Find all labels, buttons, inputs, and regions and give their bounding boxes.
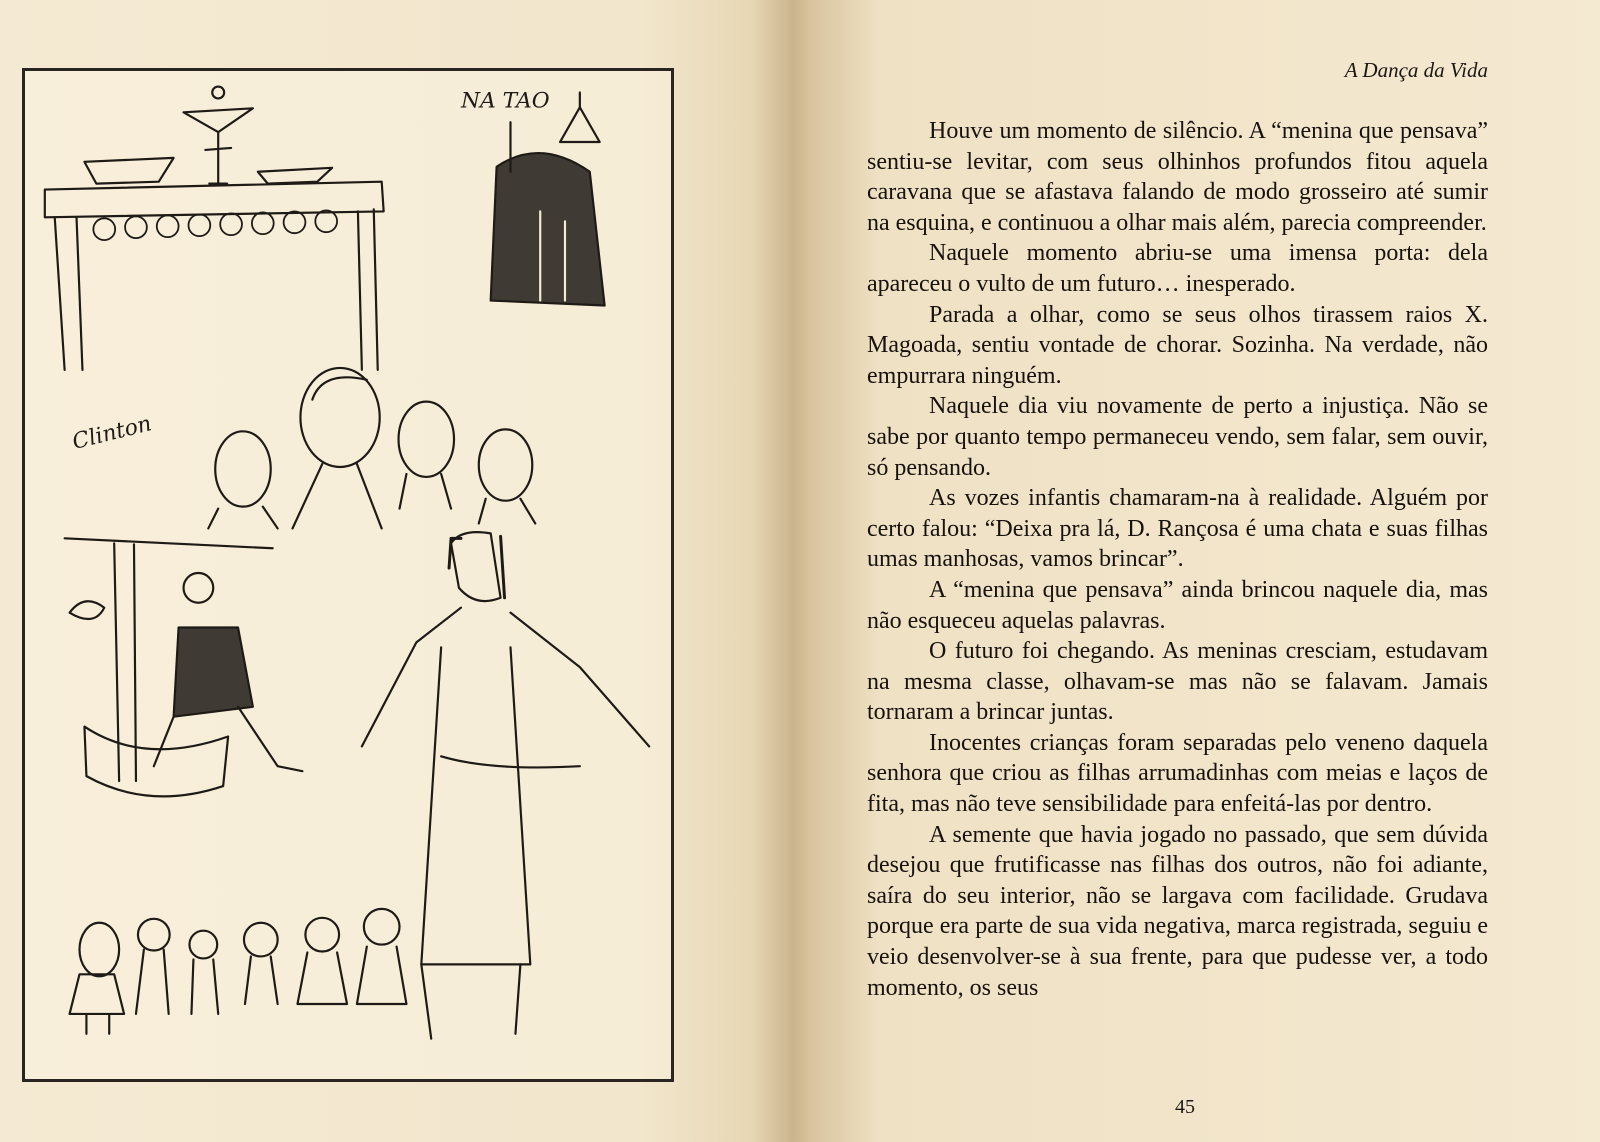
drawing-label-top: NA TAO — [460, 88, 550, 114]
drawing-church — [491, 92, 605, 305]
drawing-swing — [65, 538, 303, 796]
paragraph: O futuro foi chegando. As meninas cresciam, estudavam na mesma classe, olhavam-se mas não se falavam. Jamais tornaram a brincar juntas. — [867, 638, 1488, 726]
paragraph: A “menina que pensava” ainda brincou naquele dia, mas não esqueceu aquelas palavras. — [867, 576, 1488, 634]
paragraph: Inocentes crianças foram separadas pelo veneno daquela senhora que criou as filhas arrumadinhas com meias e laços de fita, mas não teve sensibilidade para enfeitá-las por dentro. — [867, 729, 1488, 818]
paragraph: As vozes infantis chamaram-na à realidade. Alguém por certo falou: “Deixa pra lá, D. Rançosa é uma chata e suas filhas umas manhosas, vamos brincar”. — [867, 485, 1488, 573]
drawing-tall-figure — [362, 532, 649, 1039]
child-drawing-illustration — [22, 68, 674, 1082]
drawing-svg — [25, 71, 671, 1079]
paragraph: Houve um momento de silêncio. A “menina que pensava” sentiu-se levitar, com seus olhinhos profundos fitou aquela caravana que se afastava falando de modo grosseiro até sumir na esquina, e continuou a olhar mais além, parecia compreender. — [867, 118, 1488, 236]
paragraph: Naquele momento abriu-se uma imensa porta: dela apareceu o vulto de um futuro… inesperado. — [867, 240, 1488, 297]
paragraph: Naquele dia viu novamente de perto a injustiça. Não se sabe por quanto tempo permaneceu vendo, sem falar, sem ouvir, só pensando. — [867, 393, 1488, 481]
drawing-altar — [45, 87, 384, 370]
drawing-crying-children — [208, 368, 535, 529]
drawing-row-of-kids — [70, 909, 407, 1034]
right-page — [785, 0, 1600, 1142]
left-page — [0, 0, 785, 1142]
page-number: 45 — [1175, 1096, 1195, 1118]
text-body — [867, 116, 1488, 1003]
paragraph: A semente que havia jogado no passado, que sem dúvida desejou que frutificasse nas filhas dos outros, não foi adiante, saíra do seu interior, não se largava com facilidade. Grudava porque era parte de sua vida negativa, marca registrada, seguiu e veio desenvolver-se à sua frente, para que pudesse ver, a todo momento, os seus — [867, 821, 1488, 1001]
paragraph: Parada a olhar, como se seus olhos tirassem raios X. Magoada, sentiu vontade de chorar. Sozinha. Na verdade, não empurrara ninguém. — [867, 301, 1488, 389]
running-head: A Dança da Vida — [1344, 58, 1488, 82]
drawing-signature: Clinton — [69, 411, 155, 455]
